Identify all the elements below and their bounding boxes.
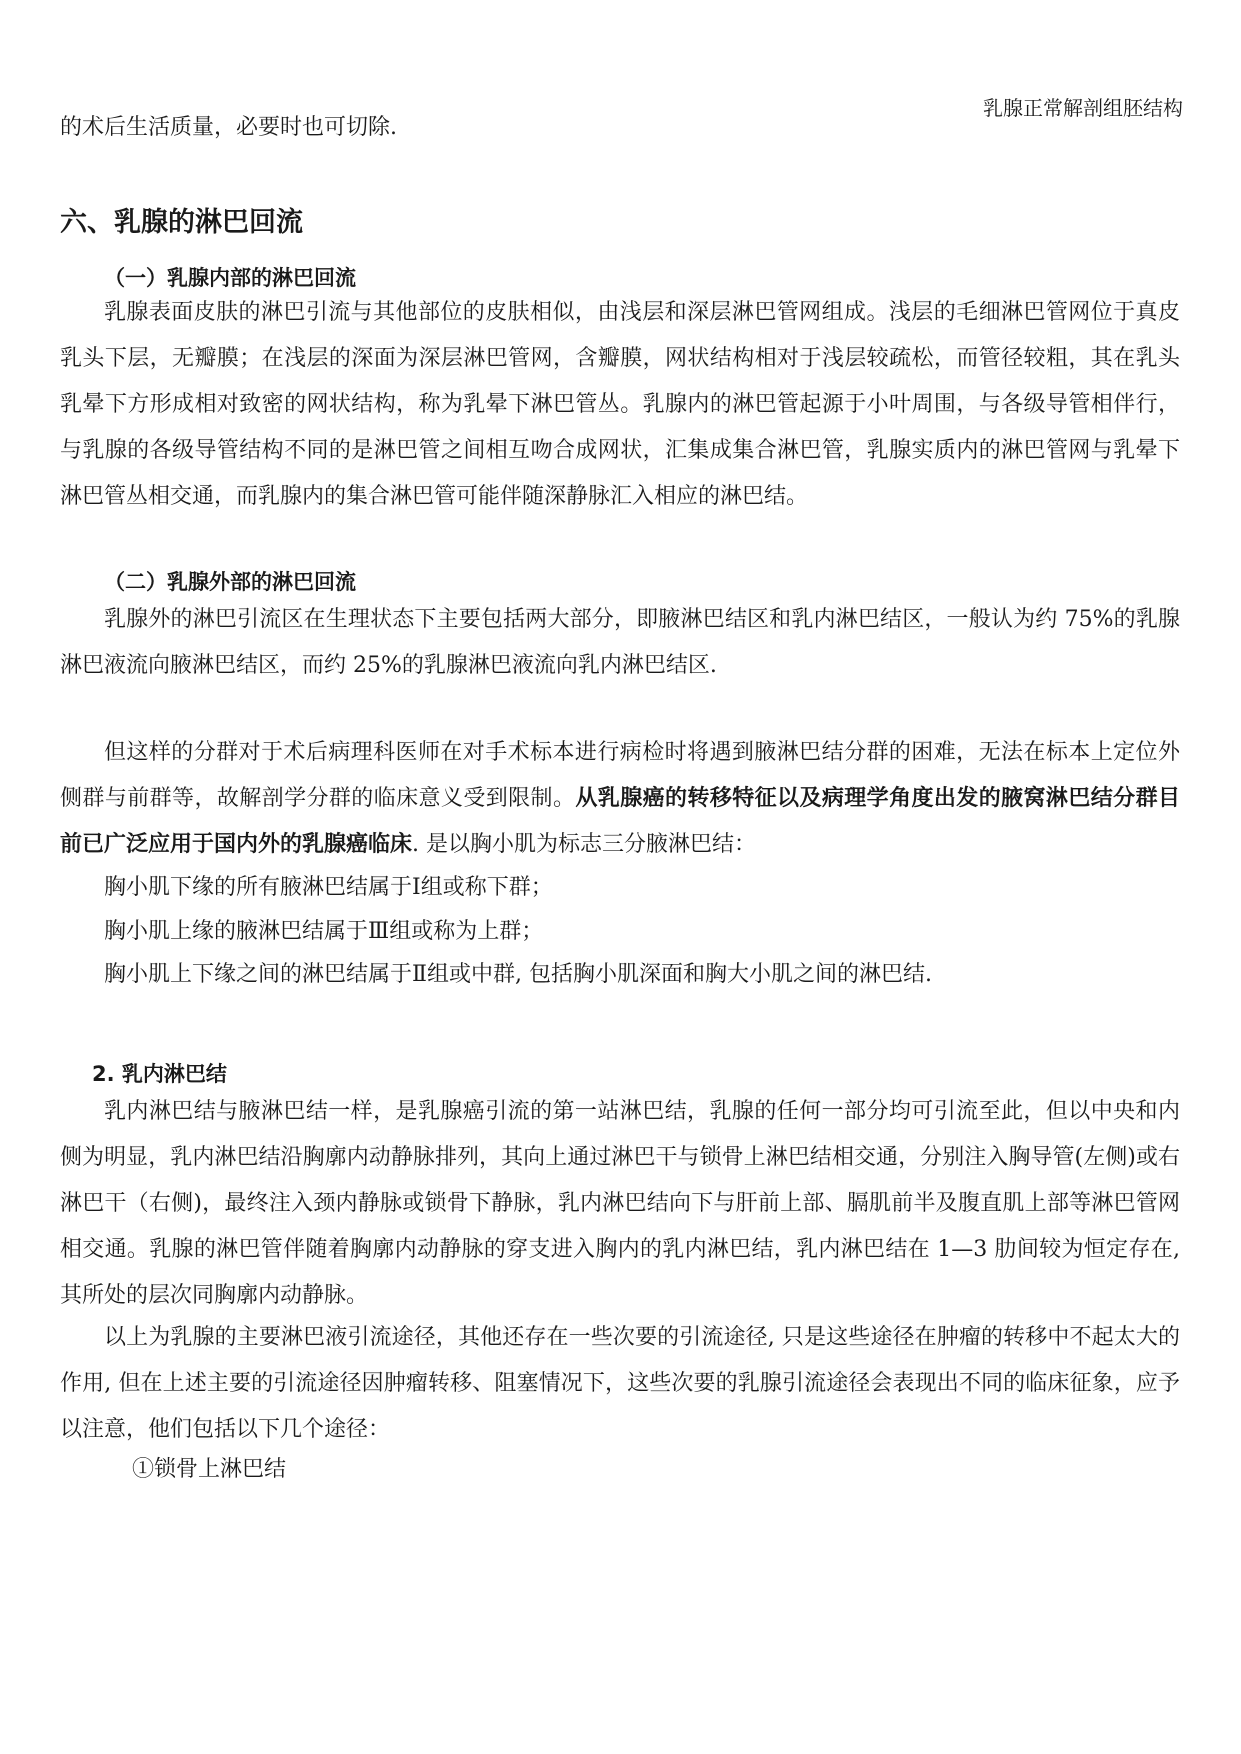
list-item: ①锁骨上淋巴结 [132, 1457, 287, 1482]
subsection-heading-external: （二）乳腺外部的淋巴回流 [104, 570, 356, 594]
continuation-line: 的术后生活质量，必要时也可切除. [60, 115, 397, 140]
section-heading: 六、乳腺的淋巴回流 [60, 207, 303, 238]
paragraph-minor-routes: 以上为乳腺的主要淋巴液引流途径，其他还存在一些次要的引流途径, 只是这些途径在肿瘤的转移中不起太大的作用, 但在上述主要的引流途径因肿瘤转移、阻塞情况下，这些次要的乳腺引流途径会表现出不同的临床征象，应予以注意，他们包括以下几个途径： [60, 1325, 1180, 1442]
subsection-heading-internal-mammary: 2. 乳内淋巴结 [92, 1062, 227, 1086]
paragraph-internal-lymph: 乳腺表面皮肤的淋巴引流与其他部位的皮肤相似，由浅层和深层淋巴管网组成。浅层的毛细淋巴管网位于真皮乳头下层，无瓣膜；在浅层的深面为深层淋巴管网，含瓣膜，网状结构相对于浅层较疏松，而管径较粗，其在乳头乳晕下方形成相对致密的网状结构，称为乳晕下淋巴管丛。乳腺内的淋巴管起源于小叶周围，与各级导管相伴行，与乳腺的各级导管结构不同的是淋巴管之间相互吻合成网状，汇集成集合淋巴管，乳腺实质内的淋巴管网与乳晕下淋巴管丛相交通，而乳腺内的集合淋巴管可能伴随深静脉汇入相应的淋巴结。 [60, 300, 1180, 509]
page-header-title: 乳腺正常解剖组胚结构 [983, 96, 1183, 120]
paragraph-internal-mammary: 乳内淋巴结与腋淋巴结一样，是乳腺癌引流的第一站淋巴结，乳腺的任何一部分均可引流至此，但以中央和内侧为明显，乳内淋巴结沿胸廓内动静脉排列，其向上通过淋巴干与锁骨上淋巴结相交通，分别注入胸导管(左侧)或右淋巴干（右侧)，最终注入颈内静脉或锁骨下静脉，乳内淋巴结向下与肝前上部、膈肌前半及腹直肌上部等淋巴管网相交通。乳腺的淋巴管伴随着胸廓内动静脉的穿支进入胸内的乳内淋巴结，乳内淋巴结在 1—3 肋间较为恒定存在, 其所处的层次同胸廓内动静脉。 [60, 1099, 1180, 1308]
grouping-text-plain: 但这样的分群对于术后病理科医师在对手术标本进行病检时将遇到腋淋巴结分群的困难，无法在标本上定位外侧群与前群等，故解剖学分群的临床意义受到限制。 [60, 740, 1180, 811]
paragraph-external-lymph: 乳腺外的淋巴引流区在生理状态下主要包括两大部分，即腋淋巴结区和乳内淋巴结区，一般认为约 75%的乳腺淋巴液流向腋淋巴结区，而约 25%的乳腺淋巴液流向乳内淋巴结区. [60, 607, 1180, 678]
grouping-text-tail: . 是以胸小肌为标志三分腋淋巴结： [412, 832, 757, 857]
list-item: 胸小肌下缘的所有腋淋巴结属于Ⅰ组或称下群； [104, 875, 553, 900]
paragraph-axillary-grouping [60, 730, 1180, 868]
list-item: 胸小肌上缘的腋淋巴结属于Ⅲ组或称为上群； [104, 919, 544, 944]
list-item: 胸小肌上下缘之间的淋巴结属于Ⅱ组或中群, 包括胸小肌深面和胸大小肌之间的淋巴结. [104, 962, 932, 987]
subsection-heading-internal: （一）乳腺内部的淋巴回流 [104, 266, 356, 290]
grouping-text-bold: 从乳腺癌的转移特征以及病理学角度出发的腋窝淋巴结分群目前已广泛应用于国内外的乳腺癌临床 [60, 786, 1180, 857]
